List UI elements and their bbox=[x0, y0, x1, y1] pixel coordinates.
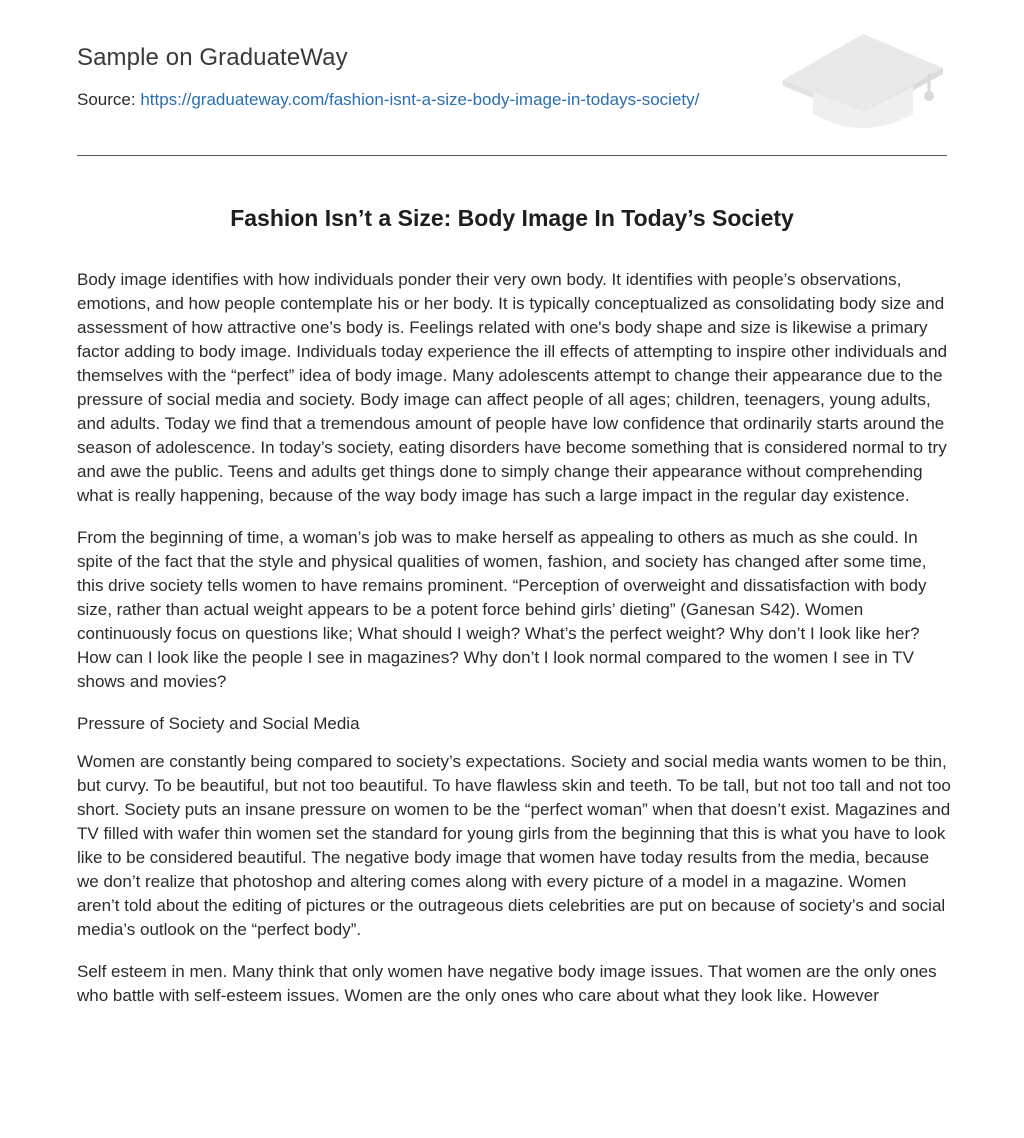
paragraph: Self esteem in men. Many think that only women have negative body image issues. That women are the only ones who battle with self-esteem issues. Women are the only ones who care about what they look like. However bbox=[77, 962, 937, 1005]
paragraph: From the beginning of time, a woman’s job was to make herself as appealing to others as much as she could. In spite of the fact that the style and physical qualities of women, fashion, and society has changed after some time, this drive society tells women to have remains prominent. “Perception of overweight and dissatisfaction with body size, rather than actual weight appears to be a potent force behind girls’ dieting” (Ganesan S42). Women continuously focus on questions like; What should I weigh? What’s the perfect weight? Why don’t I look like her? How can I look like the people I see in magazines? Why don’t I look normal compared to the women I see in TV shows and movies? bbox=[77, 528, 927, 691]
source-label: Source: bbox=[77, 90, 136, 109]
page-header bbox=[77, 0, 947, 156]
graduation-cap-icon bbox=[779, 30, 947, 134]
document-body bbox=[77, 268, 951, 1026]
source-line bbox=[77, 90, 699, 110]
header-divider bbox=[77, 155, 947, 156]
section-subheading: Pressure of Society and Social Media bbox=[77, 714, 360, 733]
document-title: Fashion Isn’t a Size: Body Image In Today’s Society bbox=[230, 205, 794, 231]
paragraph: Women are constantly being compared to society’s expectations. Society and social media wants women to be thin, but curvy. To be beautiful, but not too beautiful. To have flawless skin and teeth. To be tall, but not too tall and not too short. Society puts an insane pressure on women to be the “perfect woman” when that doesn’t exist. Magazines and TV filled with wafer thin women set the standard for young girls from the beginning that this is what you have to look like to be considered beautiful. The negative body image that women have today results from the media, because we don’t realize that photoshop and altering comes along with every picture of a model in a magazine. Women aren’t told about the editing of pictures or the outrageous diets celebrities are put on because of society’s and social media’s outlook on the “perfect body”. bbox=[77, 752, 951, 939]
source-link[interactable]: https://graduateway.com/fashion-isnt-a-size-body-image-in-todays-society/ bbox=[140, 90, 700, 109]
paragraph: Body image identifies with how individuals ponder their very own body. It identifies with people’s observations, emotions, and how people contemplate his or her body. It is typically conceptualized as consolidating body size and assessment of how attractive one’s body is. Feelings related with one's body shape and size is likewise a primary factor adding to body image. Individuals today experience the ill effects of attempting to inspire other individuals and themselves with the “perfect” idea of body image. Many adolescents attempt to change their appearance due to the pressure of social media and society. Body image can affect people of all ages; children, teenagers, young adults, and adults. Today we find that a tremendous amount of people have low confidence that ordinarily starts around the season of adolescence. In today’s society, eating disorders have become something that is considered normal to try and awe the public. Teens and adults get things done to simply change their appearance without comprehending what is really happening, because of the way body image has such a large impact in the regular day existence. bbox=[77, 270, 948, 505]
site-title: Sample on GraduateWay bbox=[77, 44, 348, 71]
